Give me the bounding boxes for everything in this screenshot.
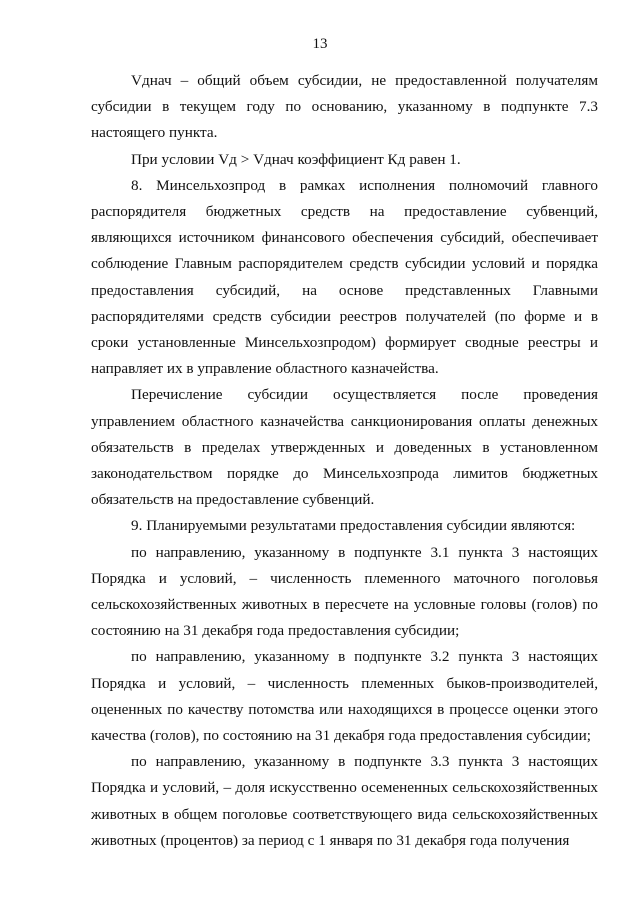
paragraph-result-3-3: по направлению, указанному в подпункте 3.3 пункта 3 настоящих Порядка и условий, – доля искусственно осемененных сельскохозяйственных животных в общем поголовье соответствующего вида сельскохозяйственных животных (процентов) за период с 1 января по 31 декабря года получения [91,753,598,849]
paragraph-kd-condition: При условии Vд > Vднач коэффициент Кд равен 1. [131,150,461,168]
paragraph-item-9: 9. Планируемыми результатами предоставления субсидии являются: [131,517,576,535]
paragraph-transfer: Перечисление субсидии осуществляется после проведения управлением областного казначейства санкционирования оплаты денежных обязательств в пределах утвержденных и доведенных в установленном законодательством порядке до Минсельхозпрода лимитов бюджетных обязательств на предоставление субвенций. [91,386,598,509]
paragraph-item-8: 8. Минсельхозпрод в рамках исполнения полномочий главного распорядителя бюджетных средств на предоставление субвенций, являющихся источником финансового обеспечения субсидий, обеспечивает соблюдение Главным распорядителем средств субсидии условий и порядка предоставления субсидий, на основе представленных Главными распорядителями средств субсидии реестров получателей (по форме и в сроки установленные Минсельхозпродом) формирует сводные реестры и направляет их в управление областного казначейства. [91,176,598,378]
paragraph-result-3-2: по направлению, указанному в подпункте 3.2 пункта 3 настоящих Порядка и условий, – численность племенных быков-производителей, оцененных по качеству потомства или находящихся в процессе оценки этого качества (голов), по состоянию на 31 декабря года предоставления субсидии; [91,648,598,745]
paragraph-vdnach-definition: Vднач – общий объем субсидии, не предоставленной получателям субсидии в текущем году по основанию, указанному в подпункте 7.3 настоящего пункта. [91,72,598,142]
paragraph-result-3-1: по направлению, указанному в подпункте 3.1 пункта 3 настоящих Порядка и условий, – численность племенного маточного поголовья сельскохозяйственных животных в пересчете на условные головы (голов) по состоянию на 31 декабря года предоставления субсидии; [91,543,598,640]
document-body [91,68,598,854]
page-number: 13 [312,36,328,52]
